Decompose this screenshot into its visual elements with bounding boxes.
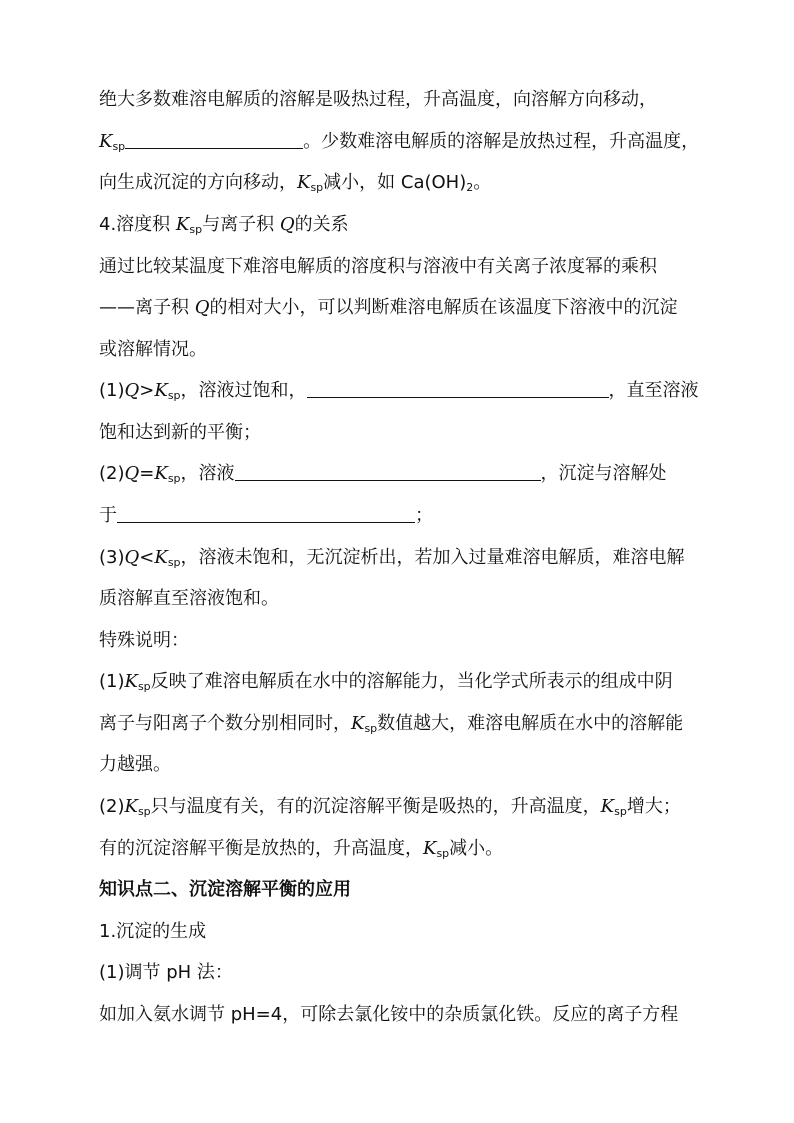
text-line: $(1)K_{sp}$反映了难溶电解质在水中的溶解能力，当化学式所表示的组成中阴 xyxy=(99,671,673,693)
text-line: ——离子积 Q的相对大小，可以判断难溶电解质在该温度下溶液中的沉淀 xyxy=(99,297,678,318)
fill-blank[interactable] xyxy=(235,462,541,481)
text-line: $(2)Q=K_{sp}$，溶液 ，沉淀与溶解处 xyxy=(99,463,667,485)
text-line: $K_{sp}$ 。少数难溶电解质的溶解是放热过程，升高温度， xyxy=(99,131,700,153)
text-line: 向生成沉淀的方向移动，$K_{sp}$减小，如 $Ca(OH)_2$。 xyxy=(99,172,492,194)
text-line: 质溶解直至溶液饱和。 xyxy=(99,588,279,609)
fill-blank[interactable] xyxy=(125,130,303,149)
text-line: 饱和达到新的平衡； xyxy=(99,422,261,443)
text-line: 或溶解情况。 xyxy=(99,339,207,360)
text-line: 如加入氨水调节 pH=4，可除去氯化铵中的杂质氯化铁。反应的离子方程 xyxy=(99,1004,679,1025)
text-line: (1)调节 pH 法： xyxy=(99,962,233,983)
fill-blank[interactable] xyxy=(117,504,415,523)
section-label: 特殊说明： xyxy=(99,630,189,651)
text-line: 绝大多数难溶电解质的溶解是吸热过程，升高温度，向溶解方向移动， xyxy=(99,89,657,110)
text-line: 通过比较某温度下难溶电解质的溶度积与溶液中有关离子浓度幂的乘积 xyxy=(99,256,657,277)
section-heading: 4.溶度积 $K_{sp}$与离子积 Q的关系 xyxy=(99,214,349,236)
fill-blank[interactable] xyxy=(307,379,609,398)
text-line: $(1)Q>K_{sp}$，溶液过饱和， ，直至溶液 xyxy=(99,380,699,402)
text-line: 有的沉淀溶解平衡是放热的，升高温度，$K_{sp}$减小。 xyxy=(99,838,504,860)
text-line: 离子与阳离子个数分别相同时，$K_{sp}$数值越大，难溶电解质在水中的溶解能 xyxy=(99,713,684,735)
subsection-heading: 1.沉淀的生成 xyxy=(99,921,207,942)
text-line: 力越强。 xyxy=(99,754,171,775)
text-line: $(3)Q<K_{sp}$，溶液未饱和，无沉淀析出，若加入过量难溶电解质，难溶电解 xyxy=(99,547,685,569)
text-line: $(2)K_{sp}$只与温度有关，有的沉淀溶解平衡是吸热的，升高温度，$K_{sp}$增大； xyxy=(99,796,681,818)
knowledge-point-heading: 知识点二、沉淀溶解平衡的应用 xyxy=(99,879,351,900)
text-line: 于 ； xyxy=(99,505,433,526)
